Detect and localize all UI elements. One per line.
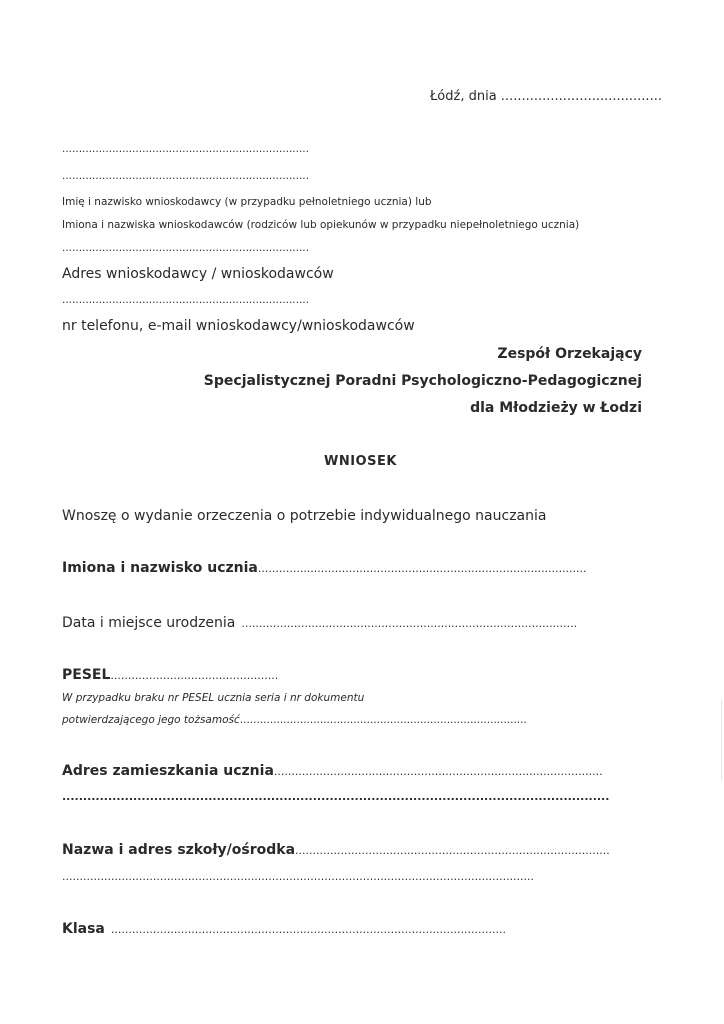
class-label: Klasa (62, 921, 105, 937)
student-name-field[interactable] (62, 560, 628, 576)
class-dots: ................................................................................................................. (110, 923, 506, 936)
school-dots: .......................................................................................... (295, 844, 610, 857)
place-date-line: Łódź, dnia ....................................... (430, 89, 662, 104)
pesel-field[interactable] (62, 667, 290, 683)
scan-edge-mark (721, 700, 722, 780)
document-title: WNIOSEK (324, 454, 397, 469)
pesel-note-1: W przypadku braku nr PESEL ucznia seria i nr dokumentu (62, 692, 365, 704)
address-field[interactable] (62, 763, 628, 779)
recipient-line-1: Zespół Orzekający (497, 346, 642, 362)
school-dots-line-2[interactable]: ....................................................................................................................................... (62, 870, 535, 883)
student-name-dots: .............................................................................................. (257, 562, 587, 575)
school-field[interactable] (62, 842, 622, 858)
pesel-label: PESEL (62, 667, 111, 683)
class-field[interactable] (62, 921, 620, 937)
birth-dots: ................................................................................................ (241, 617, 578, 630)
pesel-note-dots: ...................................................................................... (239, 714, 527, 726)
pesel-dots: ................................................ (110, 669, 279, 682)
birth-field[interactable] (62, 615, 628, 631)
pesel-note-2: potwierdzającego jego tożsamość (62, 714, 240, 726)
recipient-line-2: Specjalistycznej Poradni Psychologiczno-Pedagogicznej (203, 373, 642, 389)
applicant-contact-line: .......................................................................... (62, 294, 309, 306)
school-label: Nazwa i adres szkoły/ośrodka (62, 842, 296, 858)
applicant-name-hint-2: Imiona i nazwiska wnioskodawców (rodziców lub opiekunów w przypadku niepełnoletniego ucznia) (62, 219, 580, 231)
pesel-note-field[interactable] (62, 714, 530, 726)
applicant-name-hint-1: Imię i nazwisko wnioskodawcy (w przypadku pełnoletniego ucznia) lub (62, 196, 432, 208)
applicant-name-line-1: .......................................................................... (62, 143, 309, 155)
address-label: Adres zamieszkania ucznia (62, 763, 274, 779)
request-text: Wnoszę o wydanie orzeczenia o potrzebie indywidualnego nauczania (62, 508, 547, 524)
applicant-address-label: Adres wnioskodawcy / wnioskodawców (62, 266, 334, 282)
applicant-name-line-2: .......................................................................... (62, 170, 309, 182)
address-dots-line-2[interactable]: ................................................................................................................................... (62, 790, 610, 803)
student-name-label: Imiona i nazwisko ucznia (62, 560, 258, 576)
applicant-address-line: .......................................................................... (62, 242, 309, 254)
address-dots: .............................................................................................. (273, 765, 603, 778)
recipient-line-3: dla Młodzieży w Łodzi (470, 400, 642, 416)
applicant-contact-label: nr telefonu, e-mail wnioskodawcy/wnioskodawców (62, 318, 415, 334)
birth-label: Data i miejsce urodzenia (62, 615, 236, 631)
